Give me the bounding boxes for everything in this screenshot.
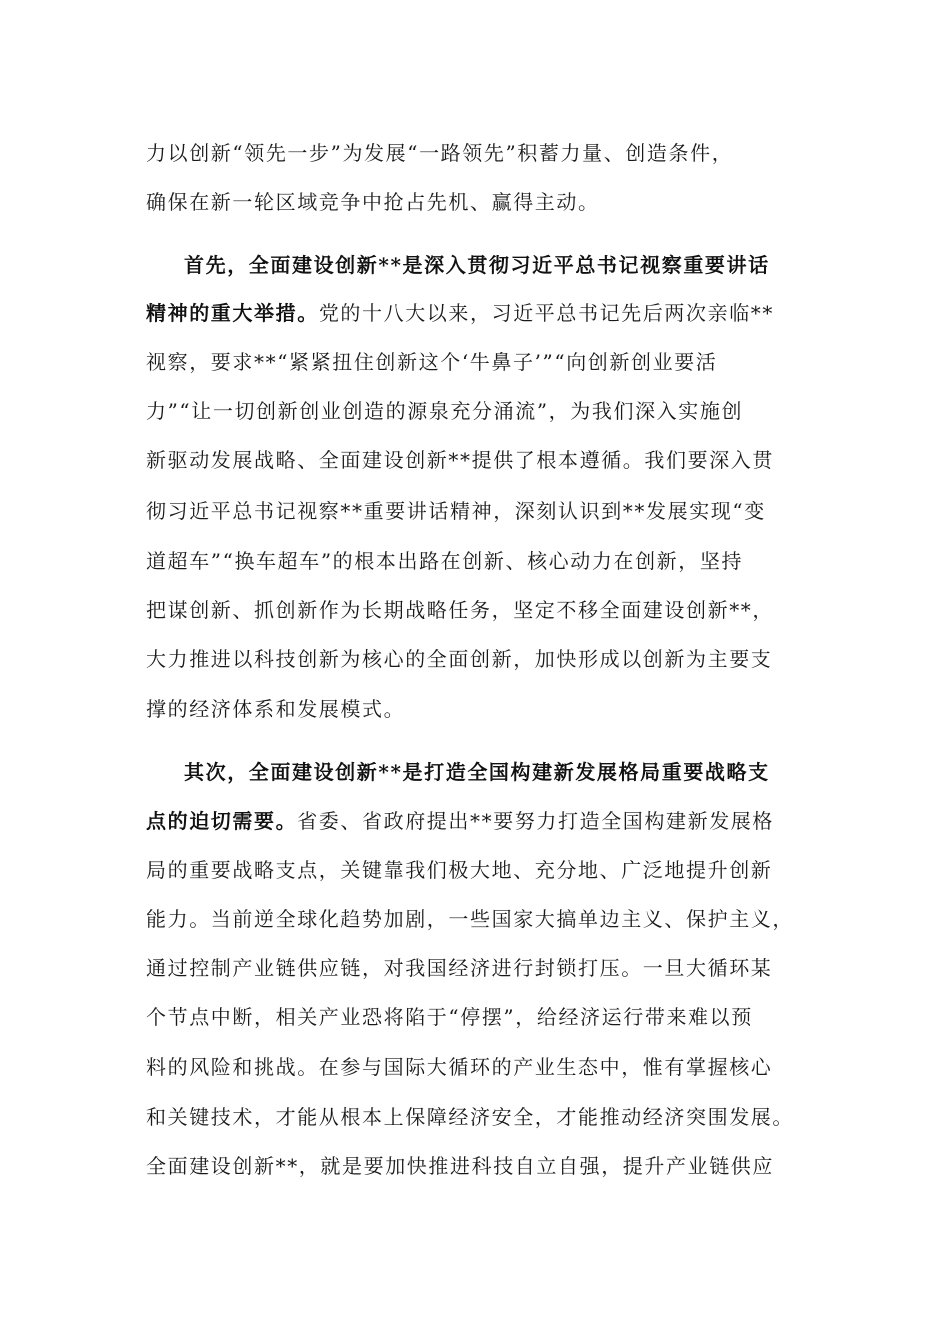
paragraph-line: 确保在新一轮区域竞争中抢占先机、赢得主动。: [146, 190, 600, 214]
paragraph-line: 把谋创新、抓创新作为长期战略任务，坚定不移全面建设创新**，: [146, 598, 774, 622]
paragraph-text: 省委、省政府提出**要努力打造全国构建新发展格: [297, 809, 775, 833]
paragraph-text: 党的十八大以来，习近平总书记先后两次亲临**: [318, 301, 775, 325]
paragraph-line: 新驱动发展战略、全面建设创新**提供了根本遵循。我们要深入贯: [146, 448, 774, 472]
paragraph-line: 力”“让一切创新创业创造的源泉充分涌流”，为我们深入实施创: [146, 399, 744, 423]
paragraph-heading: 精神的重大举措。: [146, 301, 319, 325]
paragraph-line: [146, 296, 818, 330]
paragraph-line: 局的重要战略支点，关键靠我们极大地、充分地、广泛地提升创新: [146, 858, 773, 882]
paragraph-line: [146, 804, 818, 838]
paragraph-line: 大力推进以科技创新为核心的全面创新，加快形成以创新为主要支: [146, 647, 773, 671]
paragraph-line: 力以创新“领先一步”为发展“一路领先”积蓄力量、创造条件，: [146, 141, 734, 165]
paragraph-heading: 其次，全面建设创新**是打造全国构建新发展格局重要战略支: [184, 760, 770, 784]
paragraph-line: 和关键技术，才能从根本上保障经济安全，才能推动经济突围发展。: [146, 1105, 794, 1129]
paragraph-line: 撑的经济体系和发展模式。: [146, 697, 406, 721]
paragraph-line: 能力。当前逆全球化趋势加剧，一些国家大搞单边主义、保护主义，: [146, 907, 794, 931]
paragraph-line: 通过控制产业链供应链，对我国经济进行封锁打压。一旦大循环某: [146, 956, 773, 980]
paragraph-line: 全面建设创新**，就是要加快推进科技自立自强，提升产业链供应: [146, 1154, 774, 1178]
paragraph-line: 个节点中断，相关产业恐将陷于“停摆”，给经济运行带来难以预: [146, 1005, 753, 1029]
paragraph-line: 料的风险和挑战。在参与国际大循环的产业生态中，惟有掌握核心: [146, 1055, 773, 1079]
paragraph-line: 彻习近平总书记视察**重要讲话精神，深刻认识到**发展实现“变: [146, 499, 766, 523]
paragraph-line: 道超车”“换车超车”的根本出路在创新、核心动力在创新，坚持: [146, 549, 744, 573]
paragraph-heading: 首先，全面建设创新**是深入贯彻习近平总书记视察重要讲话: [184, 253, 770, 277]
paragraph-heading: 点的迫切需要。: [146, 809, 298, 833]
paragraph-line: 视察，要求**“紧紧扭住创新这个‘牛鼻子’”“向创新创业要活: [146, 350, 718, 374]
